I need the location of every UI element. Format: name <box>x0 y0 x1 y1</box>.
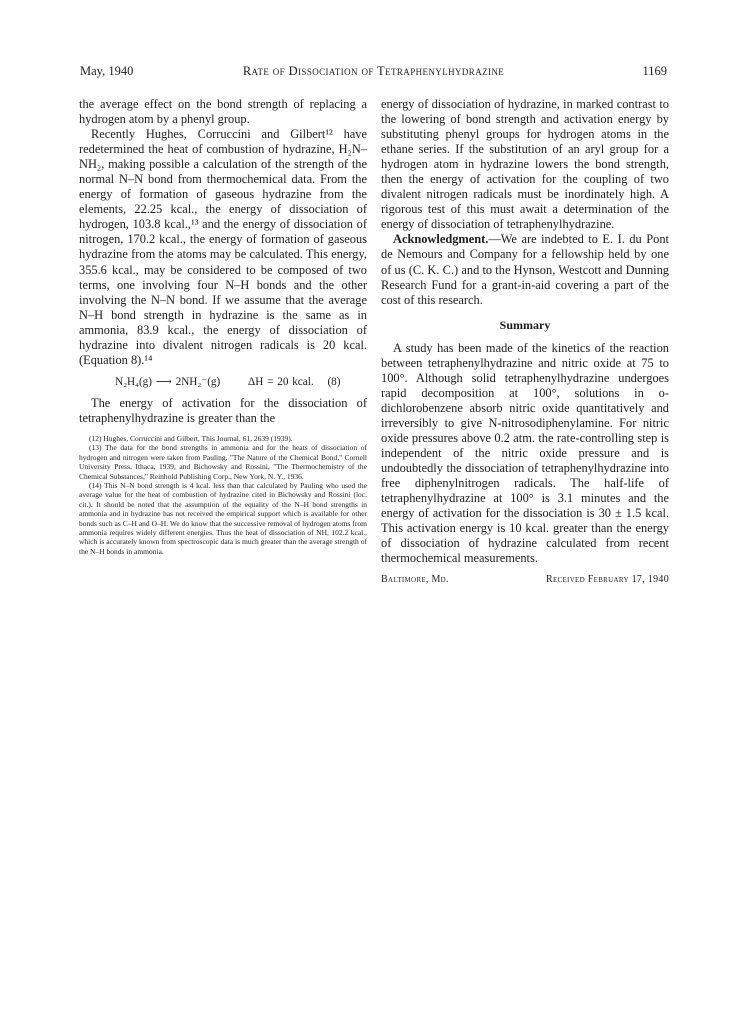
left-paragraph-1: the average effect on the bond strength of replacing a hydrogen atom by a phenyl group. <box>79 97 367 127</box>
page-number: 1169 <box>642 64 667 78</box>
header-date: May, 1940 <box>80 64 134 78</box>
equation-number: (8) <box>327 375 341 388</box>
left-paragraph-2: Recently Hughes, Corruccini and Gilbert¹² have redetermined the heat of combustion of hydrazine, H₂N–NH₂, making possible a calculation of the strength of the normal N–N bond from thermochemical data. From the energy of formation of gaseous hydrazine from the elements, 22.25 kcal., the energy of dissociation of hydrogen, 103.8 kcal.,¹³ and the energy of dissociation of nitrogen, 170.2 kcal., the energy of formation of gaseous hydrazine from the atoms may be calculated. This energy, 355.6 kcal., may be considered to be composed of two terms, one involving four N–H bonds and the other involving the N–N bond. If we assume that the average N–H bond strength in hydrazine is the same as in ammonia, 83.9 kcal., the energy of dissociation of hydrazine into divalent nitrogen radicals is 20 kcal. (Equation 8).¹⁴ <box>79 127 367 367</box>
footnote-13: (13) The data for the bond strengths in ammonia and for the heats of dissociation of hydrogen and nitrogen were taken from Pauling, "The Nature of the Chemical Bond," Cornell University Press, Ithaca, 1939, and Bichowsky and Rossini, "The Thermochemistry of the Chemical Substances," Reinhold Publishing Corp., New York, N. Y., 1936. <box>79 443 367 481</box>
received-date: Received February 17, 1940 <box>545 574 669 586</box>
equation-8 <box>79 375 367 390</box>
acknowledgment-label: Acknowledgment. <box>393 232 489 247</box>
signoff <box>381 572 669 587</box>
acknowledgment-text: —We are indebted to E. I. du Pont de Nemours and Company for a fellowship held by one of us (C. K. C.) and to the Hynson, Westcott and Dunning Research Fund for a grant-in-aid covering a part of the cost of this research. <box>381 232 669 307</box>
footnotes <box>79 434 367 556</box>
summary-heading: Summary <box>499 317 551 332</box>
header-title: Rate of Dissociation of Tetraphenylhydrazine <box>242 64 505 78</box>
running-header <box>80 64 667 84</box>
equation-reaction: N₂H₄(g) ⟶ 2NH₂⁻(g) <box>115 375 221 388</box>
summary-paragraph: A study has been made of the kinetics of the reaction between tetraphenylhydrazine and nitric oxide at 75 to 100°. Although solid tetraphenylhydrazine undergoes rapid decomposition at 100°, solutions in o-dichlorobenzene absorb nitric oxide quantitatively and irreversibly to give N-nitrosodiphenylamine. For nitric oxide pressures above 0.2 atm. the rate-controlling step is independent of the nitric oxide pressure and is undoubtedly the dissociation of tetraphenylhydrazine into free diphenylnitrogen radicals. The half-life of tetraphenylhydrazine at 100° is 3.1 minutes and the energy of activation for the dissociation is 30 ± 1.5 kcal. This activation energy is 10 kcal. greater than the energy of dissociation of hydrazine calculated from recent thermochemical measurements. <box>381 340 669 566</box>
footnote-12: (12) Hughes, Corruccini and Gilbert, This Journal, 61, 2639 (1939). <box>89 433 293 443</box>
acknowledgment-paragraph <box>381 232 669 307</box>
left-paragraph-3: The energy of activation for the dissociation of tetraphenylhydrazine is greater than the <box>79 395 367 425</box>
footnote-14: (14) This N–N bond strength is 4 kcal. less than that calculated by Pauling who used the average value for the heat of combustion of hydrazine cited in Bichowsky and Rossini (loc. cit.). It should be noted that the assumption of the equality of the N–H bond strengths in ammonia and in hydrazine has not received the empirical support which is available for other bonds such as C–H and O–H. We do know that the successive removal of hydrogen atoms from ammonia requires widely different energies. Thus the heat of dissociation of NH, 102.2 kcal., which is accurately known from spectroscopic data is much greater than the average strength of the N–H bonds in ammonia. <box>79 481 367 556</box>
location: Baltimore, Md. <box>381 574 449 586</box>
equation-enthalpy: ΔH = 20 kcal. <box>248 375 314 388</box>
right-paragraph-1: energy of dissociation of hydrazine, in marked contrast to the lowering of bond strength and activation energy by substituting phenyl groups for hydrogen atoms in the ethane series. If the substitution of an aryl group for a hydrogen atom in hydrazine lowers the bond strength, then the energy of activation for the coupling of two divalent nitrogen radicals must be inordinately high. A rigorous test of this must await a determination of the energy of dissociation of tetraphenylhydrazine. <box>381 97 669 232</box>
right-column <box>381 97 669 587</box>
left-column <box>79 97 367 556</box>
